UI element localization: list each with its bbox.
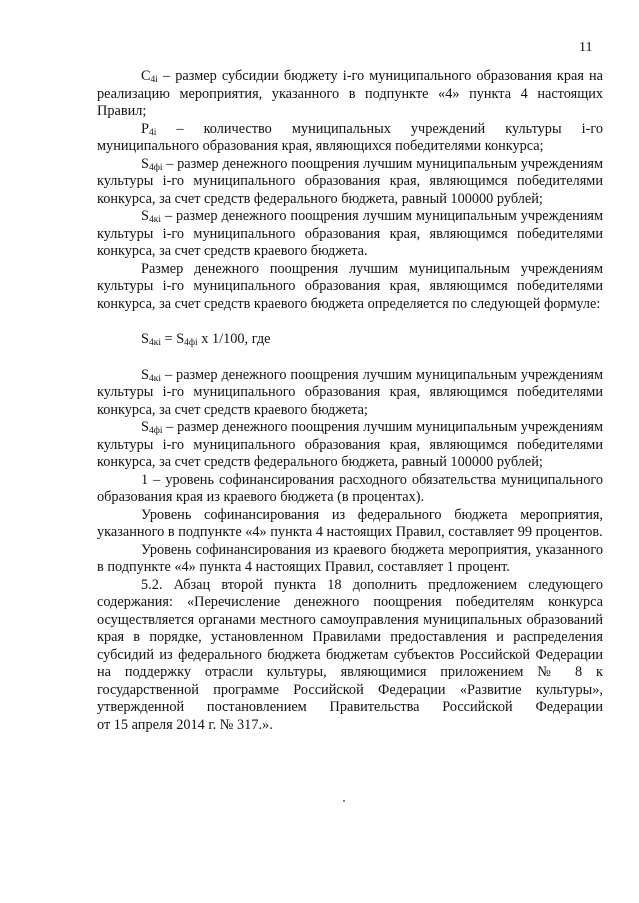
definition-s4ki: $S_{4кi}$ – размер денежного поощрения лучшим муниципальным учреждениям культуры i-го муниципального образования края, являющимся победителями конкурса, за счет средств краевого бюджета. [97, 208, 603, 259]
definition-s4ki-2: $S_{4кi}$ – размер денежного поощрения лучшим муниципальным учреждениям культуры i-го муниципального образования края, являющимся победителями конкурса, за счет средств краевого бюджета; [97, 366, 603, 418]
formula-tail: х 1/100, где [197, 331, 271, 347]
definition-c4i: $C_{4i}$ – размер субсидии бюджету i-го муниципального образования края на реализацию мероприятия, указанного в подпункте «4» пункта 4 настоящих Правил; [97, 68, 603, 119]
symbol: $S_{4фi}$ [141, 155, 163, 173]
formula-intro: Размер денежного поощрения лучшим муниципальным учреждениям культуры i-го муниципального образования края, являющимся победителями конкурса, за счет средств краевого бюджета определяется по следующей формуле: [97, 260, 603, 312]
page-number: 11 [579, 40, 593, 55]
cofinancing-level-definition: 1 – уровень софинансирования расходного обязательства муниципального образования края из краевого бюджета (в процентах). [97, 471, 603, 505]
definition-p4i: $P_{4i}$ – количество муниципальных учреждений культуры i-го муниципального образования края, являющихся победителями конкурса; [97, 120, 603, 154]
federal-cofinancing-paragraph: Уровень софинансирования из федерального бюджета мероприятия, указанного в подпункте «4» пункта 4 настоящих Правил, составляет 99 процентов. [97, 506, 603, 540]
symbol: $S_{4кi}$ [141, 208, 161, 225]
formula-lhs: $S_{4кi}$ [141, 331, 161, 348]
symbol: $C_{4i}$ [141, 68, 158, 85]
amendment-paragraph-end: от 15 апреля 2014 г. № 317.». [97, 716, 273, 733]
scan-speck [343, 800, 345, 802]
symbol: $P_{4i}$ [141, 120, 157, 138]
formula-eq: = [160, 331, 177, 347]
symbol: $S_{4фi}$ [141, 419, 163, 436]
definition-s4fi: $S_{4фi}$ – размер денежного поощрения лучшим муниципальным учреждениям культуры i-го муниципального образования края, являющимся победителями конкурса, за счет средств федерального бюджета, равный 100000 рублей; [97, 155, 603, 207]
formula [141, 331, 603, 349]
formula-rhs: $S_{4фi}$ [176, 331, 198, 348]
symbol: $S_{4кi}$ [141, 366, 161, 384]
regional-cofinancing-paragraph: Уровень софинансирования из краевого бюджета мероприятия, указанного в подпункте «4» пункта 4 настоящих Правил, составляет 1 процент. [97, 541, 603, 575]
document-body [97, 68, 603, 734]
definition-s4fi-2: $S_{4фi}$ – размер денежного поощрения лучшим муниципальным учреждениям культуры i-го муниципального образования края, являющимся победителями конкурса, за счет средств федерального бюджета, равный 100000 рублей; [97, 419, 603, 470]
amendment-paragraph: 5.2. Абзац второй пункта 18 дополнить предложением следующего содержания: «Перечисление денежного поощрения победителям конкурса осуществляется органами местного самоуправления муниципальных образований края в порядке, установленном Правилами предоставления и распределения субсидий из федерального бюджета бюджетам субъектов Российской Федерации на поддержку отрасли культуры, являющимися приложением № 8 к государственной программе Российской Федерации «Развитие культуры», утвержденной постановлением Правительства Российской Федерации [97, 576, 603, 715]
